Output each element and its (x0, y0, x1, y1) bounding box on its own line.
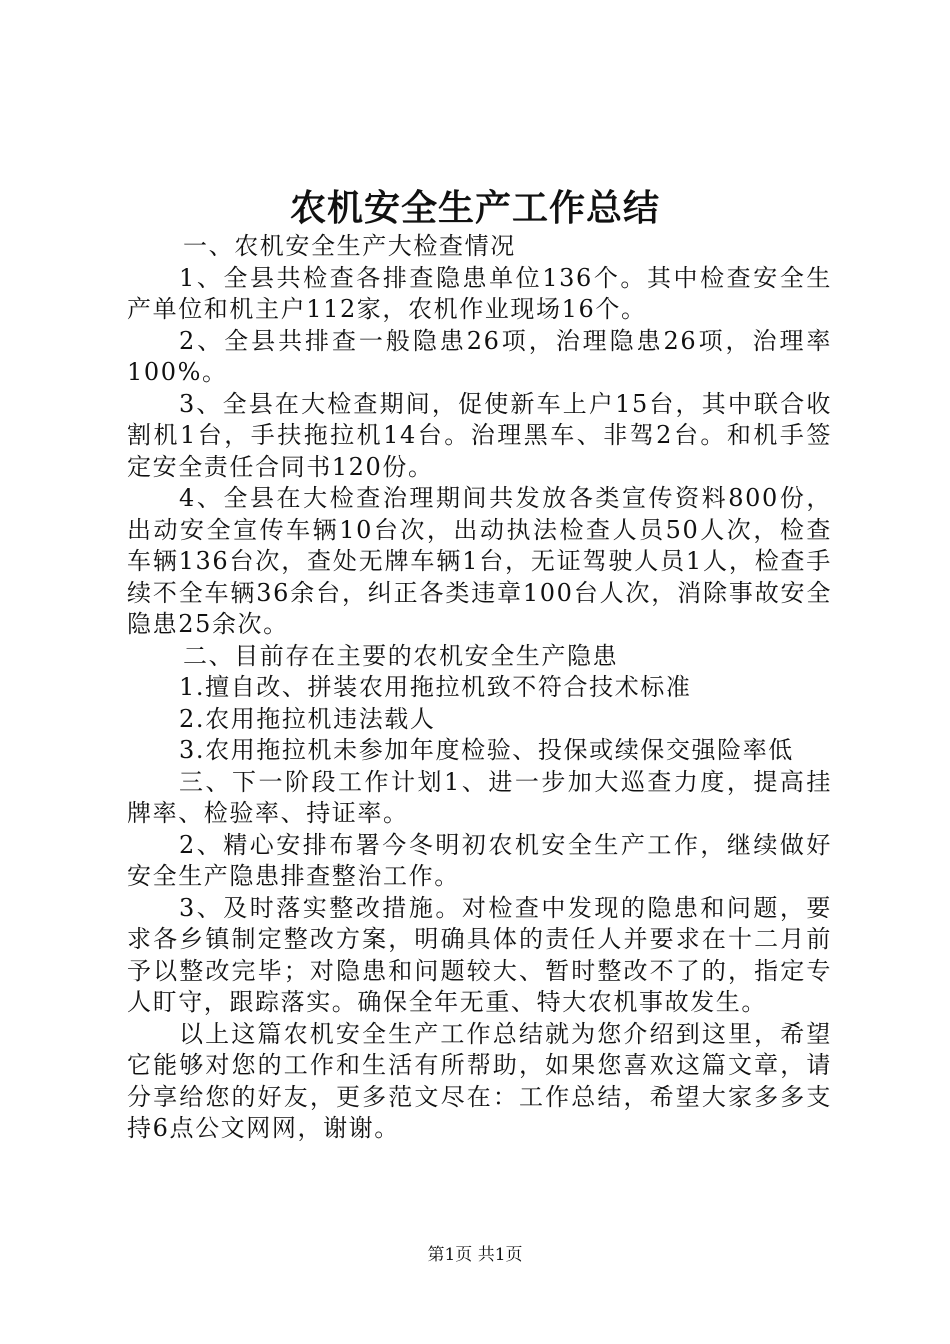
paragraph-item-1: 1、全县共检查各排查隐患单位136个。其中检查安全生产单位和机主户112家，农机作业现场16个。 (127, 263, 832, 323)
closing-paragraph: 以上这篇农机安全生产工作总结就为您介绍到这里，希望它能够对您的工作和生活有所帮助，如果您喜欢这篇文章，请分享给您的好友，更多范文尽在：工作总结，希望大家多多支持6点公文网网，谢谢。 (127, 1019, 832, 1142)
plan-item-3: 3、及时落实整改措施。对检查中发现的隐患和问题，要求各乡镇制定整改方案，明确具体的责任人并要求在十二月前予以整改完毕；对隐患和问题较大、暂时整改不了的，指定专人盯守，跟踪落实。确保全年无重、特大农机事故发生。 (127, 893, 832, 1016)
paragraph-item-4: 4、全县在大检查治理期间共发放各类宣传资料800份，出动安全宣传车辆10台次，出动执法检查人员50人次，检查车辆136台次，查处无牌车辆1台，无证驾驶人员1人，检查手续不全车辆36余台，纠正各类违章100台人次，消除事故安全隐患25余次。 (127, 484, 832, 638)
paragraph-item-2: 2、全县共排查一般隐患26项，治理隐患26项，治理率100%。 (127, 326, 832, 386)
document-body (127, 231, 832, 1145)
hazard-item-1: 1.擅自改、拼装农用拖拉机致不符合技术标准 (179, 673, 692, 701)
section-heading-inspection: 一、农机安全生产大检查情况 (183, 232, 516, 260)
page-footer: 第1页 共1页 (427, 1245, 523, 1265)
hazard-item-3: 3.农用拖拉机未参加年度检验、投保或续保交强险率低 (179, 736, 794, 764)
plan-item-2: 2、精心安排布署今冬明初农机安全生产工作，继续做好安全生产隐患排查整治工作。 (127, 830, 832, 890)
document-title: 农机安全生产工作总结 (289, 187, 660, 229)
section-heading-hazards: 二、目前存在主要的农机安全生产隐患 (183, 641, 619, 670)
paragraph-item-3: 3、全县在大检查期间，促使新车上户15台，其中联合收割机1台，手扶拖拉机14台。治理黑车、非驾2台。和机手签定安全责任合同书120份。 (127, 389, 832, 481)
hazard-item-2: 2.农用拖拉机违法载人 (179, 704, 436, 733)
section-heading-plan: 三、下一阶段工作计划1、进一步加大巡查力度，提高挂牌率、检验率、持证率。 (127, 767, 832, 827)
